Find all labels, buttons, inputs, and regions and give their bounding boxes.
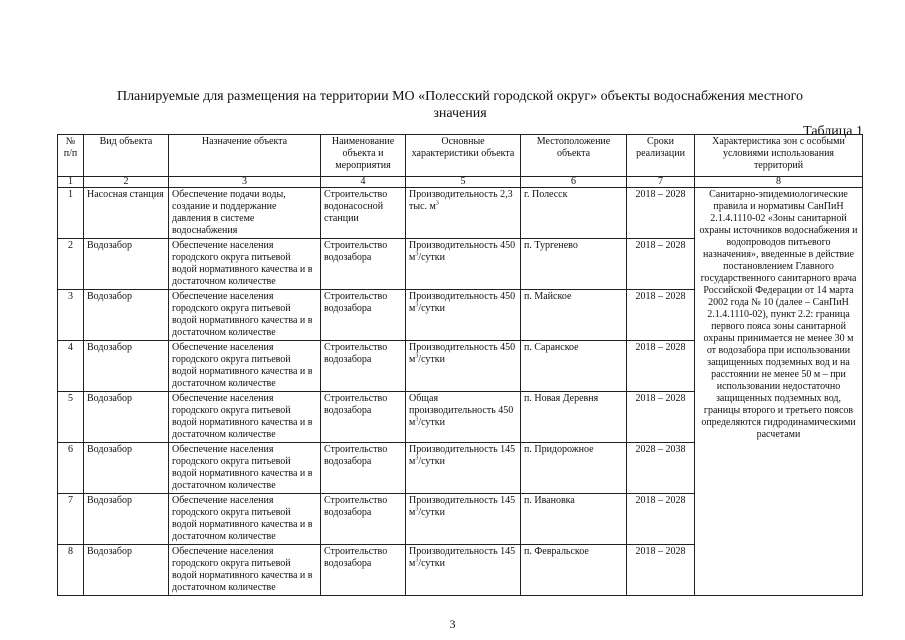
object-purpose-cell: Обеспечение населения городского округа питьевой водой нормативного качества и в достаточном количестве <box>169 443 321 494</box>
characteristics-text: Производительность 145 м <box>409 495 516 518</box>
implementation-period-cell: 2018 – 2028 <box>627 392 695 443</box>
row-number-cell: 3 <box>58 290 84 341</box>
characteristics-text: Общая производительность 450 м <box>409 393 514 428</box>
object-characteristics-cell <box>406 443 521 494</box>
object-location-cell: п. Февральское <box>521 545 627 596</box>
characteristics-text: Производительность 145 м <box>409 546 516 569</box>
characteristics-unit: /сутки <box>418 456 445 467</box>
cubic-superscript: 3 <box>415 455 419 462</box>
characteristics-text: Производительность 450 м <box>409 291 516 314</box>
column-number-row <box>58 177 863 188</box>
object-purpose-cell: Обеспечение подачи воды, создание и поддержание давления в системе водоснабжения <box>169 188 321 239</box>
object-type-cell: Водозабор <box>84 392 169 443</box>
object-characteristics-cell <box>406 290 521 341</box>
object-location-cell: п. Придорожное <box>521 443 627 494</box>
characteristics-unit: /сутки <box>418 354 445 365</box>
implementation-period-cell: 2018 – 2028 <box>627 239 695 290</box>
column-number: 1 <box>58 177 84 188</box>
object-measure-cell: Строительство водонасосной станции <box>321 188 406 239</box>
object-characteristics-cell <box>406 188 521 239</box>
column-number: 7 <box>627 177 695 188</box>
row-number-cell: 4 <box>58 341 84 392</box>
header-cell: Вид объекта <box>84 135 169 177</box>
row-number-cell: 5 <box>58 392 84 443</box>
object-measure-cell: Строительство водозабора <box>321 239 406 290</box>
object-purpose-cell: Обеспечение населения городского округа питьевой водой нормативного качества и в достаточном количестве <box>169 341 321 392</box>
object-purpose-cell: Обеспечение населения городского округа питьевой водой нормативного качества и в достаточном количестве <box>169 239 321 290</box>
header-cell: Основные характеристики объекта <box>406 135 521 177</box>
implementation-period-cell: 2028 – 2038 <box>627 443 695 494</box>
row-number-cell: 1 <box>58 188 84 239</box>
table-row <box>58 188 863 239</box>
object-location-cell: п. Ивановка <box>521 494 627 545</box>
object-type-cell: Водозабор <box>84 545 169 596</box>
object-purpose-cell: Обеспечение населения городского округа питьевой водой нормативного качества и в достаточном количестве <box>169 290 321 341</box>
water-supply-objects-table <box>57 134 863 596</box>
implementation-period-cell: 2018 – 2028 <box>627 545 695 596</box>
header-cell: Характеристика зон с особыми условиями использования территорий <box>695 135 863 177</box>
object-characteristics-cell <box>406 545 521 596</box>
row-number-cell: 6 <box>58 443 84 494</box>
document-title: Планируемые для размещения на территории МО «Полесский городской округ» объекты водоснабжения местного значения <box>116 89 804 121</box>
implementation-period-cell: 2018 – 2028 <box>627 188 695 239</box>
page-number: 3 <box>449 617 456 631</box>
object-characteristics-cell <box>406 494 521 545</box>
implementation-period-cell: 2018 – 2028 <box>627 494 695 545</box>
object-type-cell: Водозабор <box>84 239 169 290</box>
cubic-superscript: 3 <box>435 200 439 207</box>
cubic-superscript: 3 <box>415 302 419 309</box>
header-cell: № п/п <box>58 135 84 177</box>
object-measure-cell: Строительство водозабора <box>321 443 406 494</box>
object-location-cell: п. Майское <box>521 290 627 341</box>
cubic-superscript: 3 <box>415 557 419 564</box>
characteristics-unit: /сутки <box>418 252 445 263</box>
object-location-cell: п. Тургенево <box>521 239 627 290</box>
header-cell: Назначение объекта <box>169 135 321 177</box>
implementation-period-cell: 2018 – 2028 <box>627 341 695 392</box>
header-cell: Местоположение объекта <box>521 135 627 177</box>
characteristics-unit: /сутки <box>418 303 445 314</box>
cubic-superscript: 3 <box>415 416 419 423</box>
object-type-cell: Водозабор <box>84 443 169 494</box>
characteristics-text: Производительность 450 м <box>409 342 516 365</box>
row-number-cell: 8 <box>58 545 84 596</box>
object-characteristics-cell <box>406 392 521 443</box>
object-characteristics-cell <box>406 341 521 392</box>
object-location-cell: п. Саранское <box>521 341 627 392</box>
characteristics-text: Производительность 450 м <box>409 240 516 263</box>
object-measure-cell: Строительство водозабора <box>321 290 406 341</box>
object-location-cell: п. Новая Деревня <box>521 392 627 443</box>
object-measure-cell: Строительство водозабора <box>321 545 406 596</box>
characteristics-text: Производительность 2,3 тыс. м <box>409 189 513 212</box>
column-number: 5 <box>406 177 521 188</box>
object-measure-cell: Строительство водозабора <box>321 392 406 443</box>
object-measure-cell: Строительство водозабора <box>321 494 406 545</box>
sanitary-zone-note: Санитарно-эпидемиологические правила и нормативы СанПиН 2.1.4.1110-02 «Зоны санитарной охраны источников водоснабжения и водопроводов питьевого назначения», введенные в действие постановлением Главного государственного санитарного врача Российской Федерации от 14 марта 2002 года № 10 (далее – СанПиН 2.1.4.1110-02), пункт 2.2: граница первого пояса зоны санитарной охраны принимается не менее 30 м от водозабора при использовании защищенных подземных вод и на расстоянии не менее 50 м – при использовании недостаточно защищенных подземных вод, границы второго и третьего поясов определяются гидродинамическими расчетами <box>695 188 863 596</box>
object-location-cell: г. Полесск <box>521 188 627 239</box>
header-cell: Наименование объекта и мероприятия <box>321 135 406 177</box>
characteristics-text: Производительность 145 м <box>409 444 516 467</box>
row-number-cell: 7 <box>58 494 84 545</box>
object-type-cell: Водозабор <box>84 494 169 545</box>
object-purpose-cell: Обеспечение населения городского округа питьевой водой нормативного качества и в достаточном количестве <box>169 545 321 596</box>
object-characteristics-cell <box>406 239 521 290</box>
object-type-cell: Водозабор <box>84 290 169 341</box>
table-caption: Таблица 1 <box>803 124 863 139</box>
column-number: 3 <box>169 177 321 188</box>
table-header-row <box>58 135 863 177</box>
object-purpose-cell: Обеспечение населения городского округа питьевой водой нормативного качества и в достаточном количестве <box>169 494 321 545</box>
object-type-cell: Водозабор <box>84 341 169 392</box>
header-cell: Сроки реализации <box>627 135 695 177</box>
cubic-superscript: 3 <box>415 506 419 513</box>
column-number: 4 <box>321 177 406 188</box>
object-measure-cell: Строительство водозабора <box>321 341 406 392</box>
characteristics-unit: /сутки <box>418 507 445 518</box>
column-number: 8 <box>695 177 863 188</box>
cubic-superscript: 3 <box>415 353 419 360</box>
object-purpose-cell: Обеспечение населения городского округа питьевой водой нормативного качества и в достаточном количестве <box>169 392 321 443</box>
cubic-superscript: 3 <box>415 251 419 258</box>
object-type-cell: Насосная станция <box>84 188 169 239</box>
column-number: 6 <box>521 177 627 188</box>
row-number-cell: 2 <box>58 239 84 290</box>
column-number: 2 <box>84 177 169 188</box>
implementation-period-cell: 2018 – 2028 <box>627 290 695 341</box>
characteristics-unit: /сутки <box>418 558 445 569</box>
characteristics-unit: /сутки <box>418 417 445 428</box>
